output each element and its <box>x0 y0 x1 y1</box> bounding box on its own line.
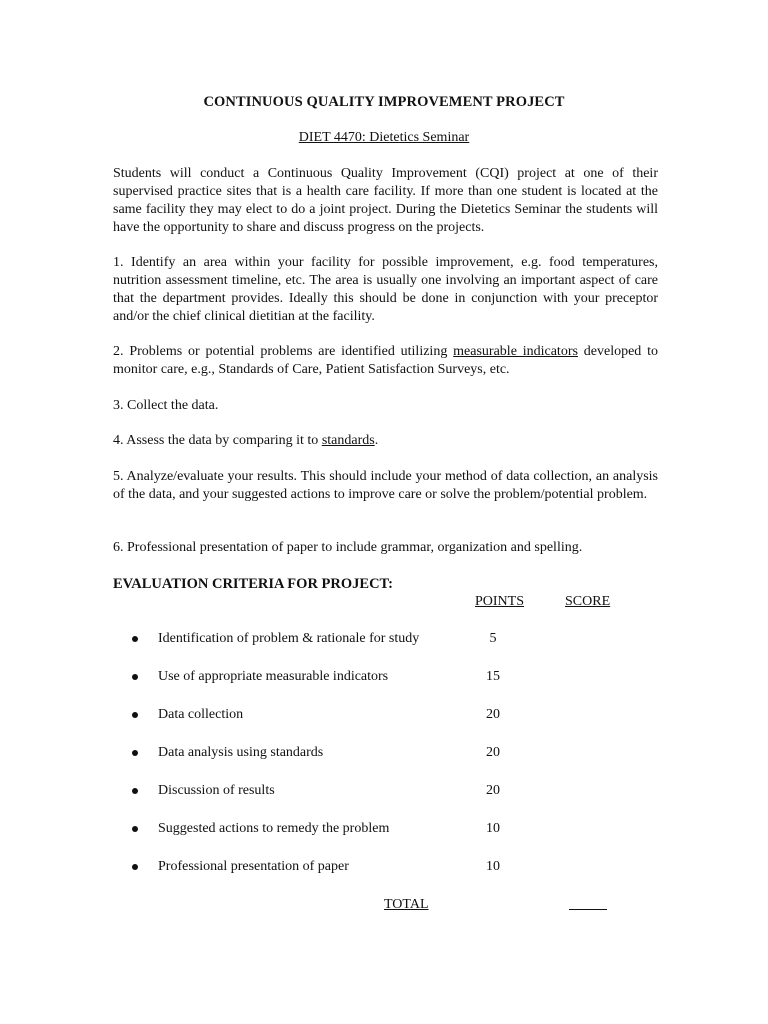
measurable-indicators-term: measurable indicators <box>453 344 578 359</box>
intro-paragraph: Students will conduct a Continuous Quality Improvement (CQI) project at one of their supervised practice sites that is a health care facility. If more than one student is located at the same facility they may elect to do a joint project. During the Dietetics Seminar the students will have the opportunity to share and discuss progress on the projects. <box>113 166 658 235</box>
bullet-icon <box>132 712 138 718</box>
step-4 <box>113 432 658 450</box>
criterion-points: 20 <box>486 745 500 760</box>
criterion-label: Suggested actions to remedy the problem <box>158 821 390 836</box>
criterion-row <box>0 706 768 726</box>
bullet-icon <box>132 864 138 870</box>
step-3: 3. Collect the data. <box>113 398 219 413</box>
step-1: 1. Identify an area within your facility for possible improvement, e.g. food temperatures, nutrition assessment timeline, etc. The area is usually one involving an important aspect of care that the department provides. Ideally this should be done in conjunction with your preceptor and/or the chief clinical dietitian at the facility. <box>113 255 658 324</box>
criterion-points: 20 <box>486 783 500 798</box>
course-subtitle: DIET 4470: Dietetics Seminar <box>298 130 470 145</box>
criterion-label: Data analysis using standards <box>158 745 324 760</box>
criterion-label: Use of appropriate measurable indicators <box>158 669 389 684</box>
step-4-text-end: . <box>374 433 379 448</box>
step-2-text-cont: developed to monitor care, e.g., Standards of Care, Patient Satisfaction Surveys, etc. <box>113 344 659 377</box>
criterion-label: Data collection <box>158 707 244 722</box>
step-5: 5. Analyze/evaluate your results. This should include your method of data collection, an analysis of the data, and your suggested actions to improve care or solve the problem/potential problem. <box>113 469 658 502</box>
standards-term: standards <box>321 433 375 448</box>
criterion-points: 10 <box>486 821 500 836</box>
step-6: 6. Professional presentation of paper to include grammar, organization and spelling. <box>113 540 583 555</box>
criterion-points: 15 <box>486 669 500 684</box>
total-label: TOTAL <box>384 897 429 912</box>
bullet-icon <box>132 636 138 642</box>
criterion-row <box>0 744 768 764</box>
points-column-header: POINTS <box>475 594 525 609</box>
criterion-points: 5 <box>489 631 497 646</box>
step-4-text: 4. Assess the data by comparing it to <box>113 433 322 448</box>
criterion-row <box>0 858 768 878</box>
criterion-points: 20 <box>486 707 500 722</box>
step-2 <box>113 343 658 379</box>
criterion-points: 10 <box>486 859 500 874</box>
criterion-row <box>0 782 768 802</box>
criterion-row <box>0 668 768 688</box>
total-score-blank <box>569 909 607 910</box>
evaluation-heading: EVALUATION CRITERIA FOR PROJECT: <box>113 576 393 592</box>
bullet-icon <box>132 788 138 794</box>
criterion-label: Identification of problem & rationale for study <box>158 631 420 646</box>
criterion-label: Discussion of results <box>158 783 275 798</box>
bullet-icon <box>132 674 138 680</box>
step-2-text: 2. Problems or potential problems are identified utilizing <box>113 344 454 359</box>
criterion-row <box>0 630 768 650</box>
bullet-icon <box>132 750 138 756</box>
score-column-header: SCORE <box>565 594 611 609</box>
criterion-label: Professional presentation of paper <box>158 859 349 874</box>
criterion-row <box>0 820 768 840</box>
document-title: CONTINUOUS QUALITY IMPROVEMENT PROJECT <box>203 94 565 110</box>
bullet-icon <box>132 826 138 832</box>
